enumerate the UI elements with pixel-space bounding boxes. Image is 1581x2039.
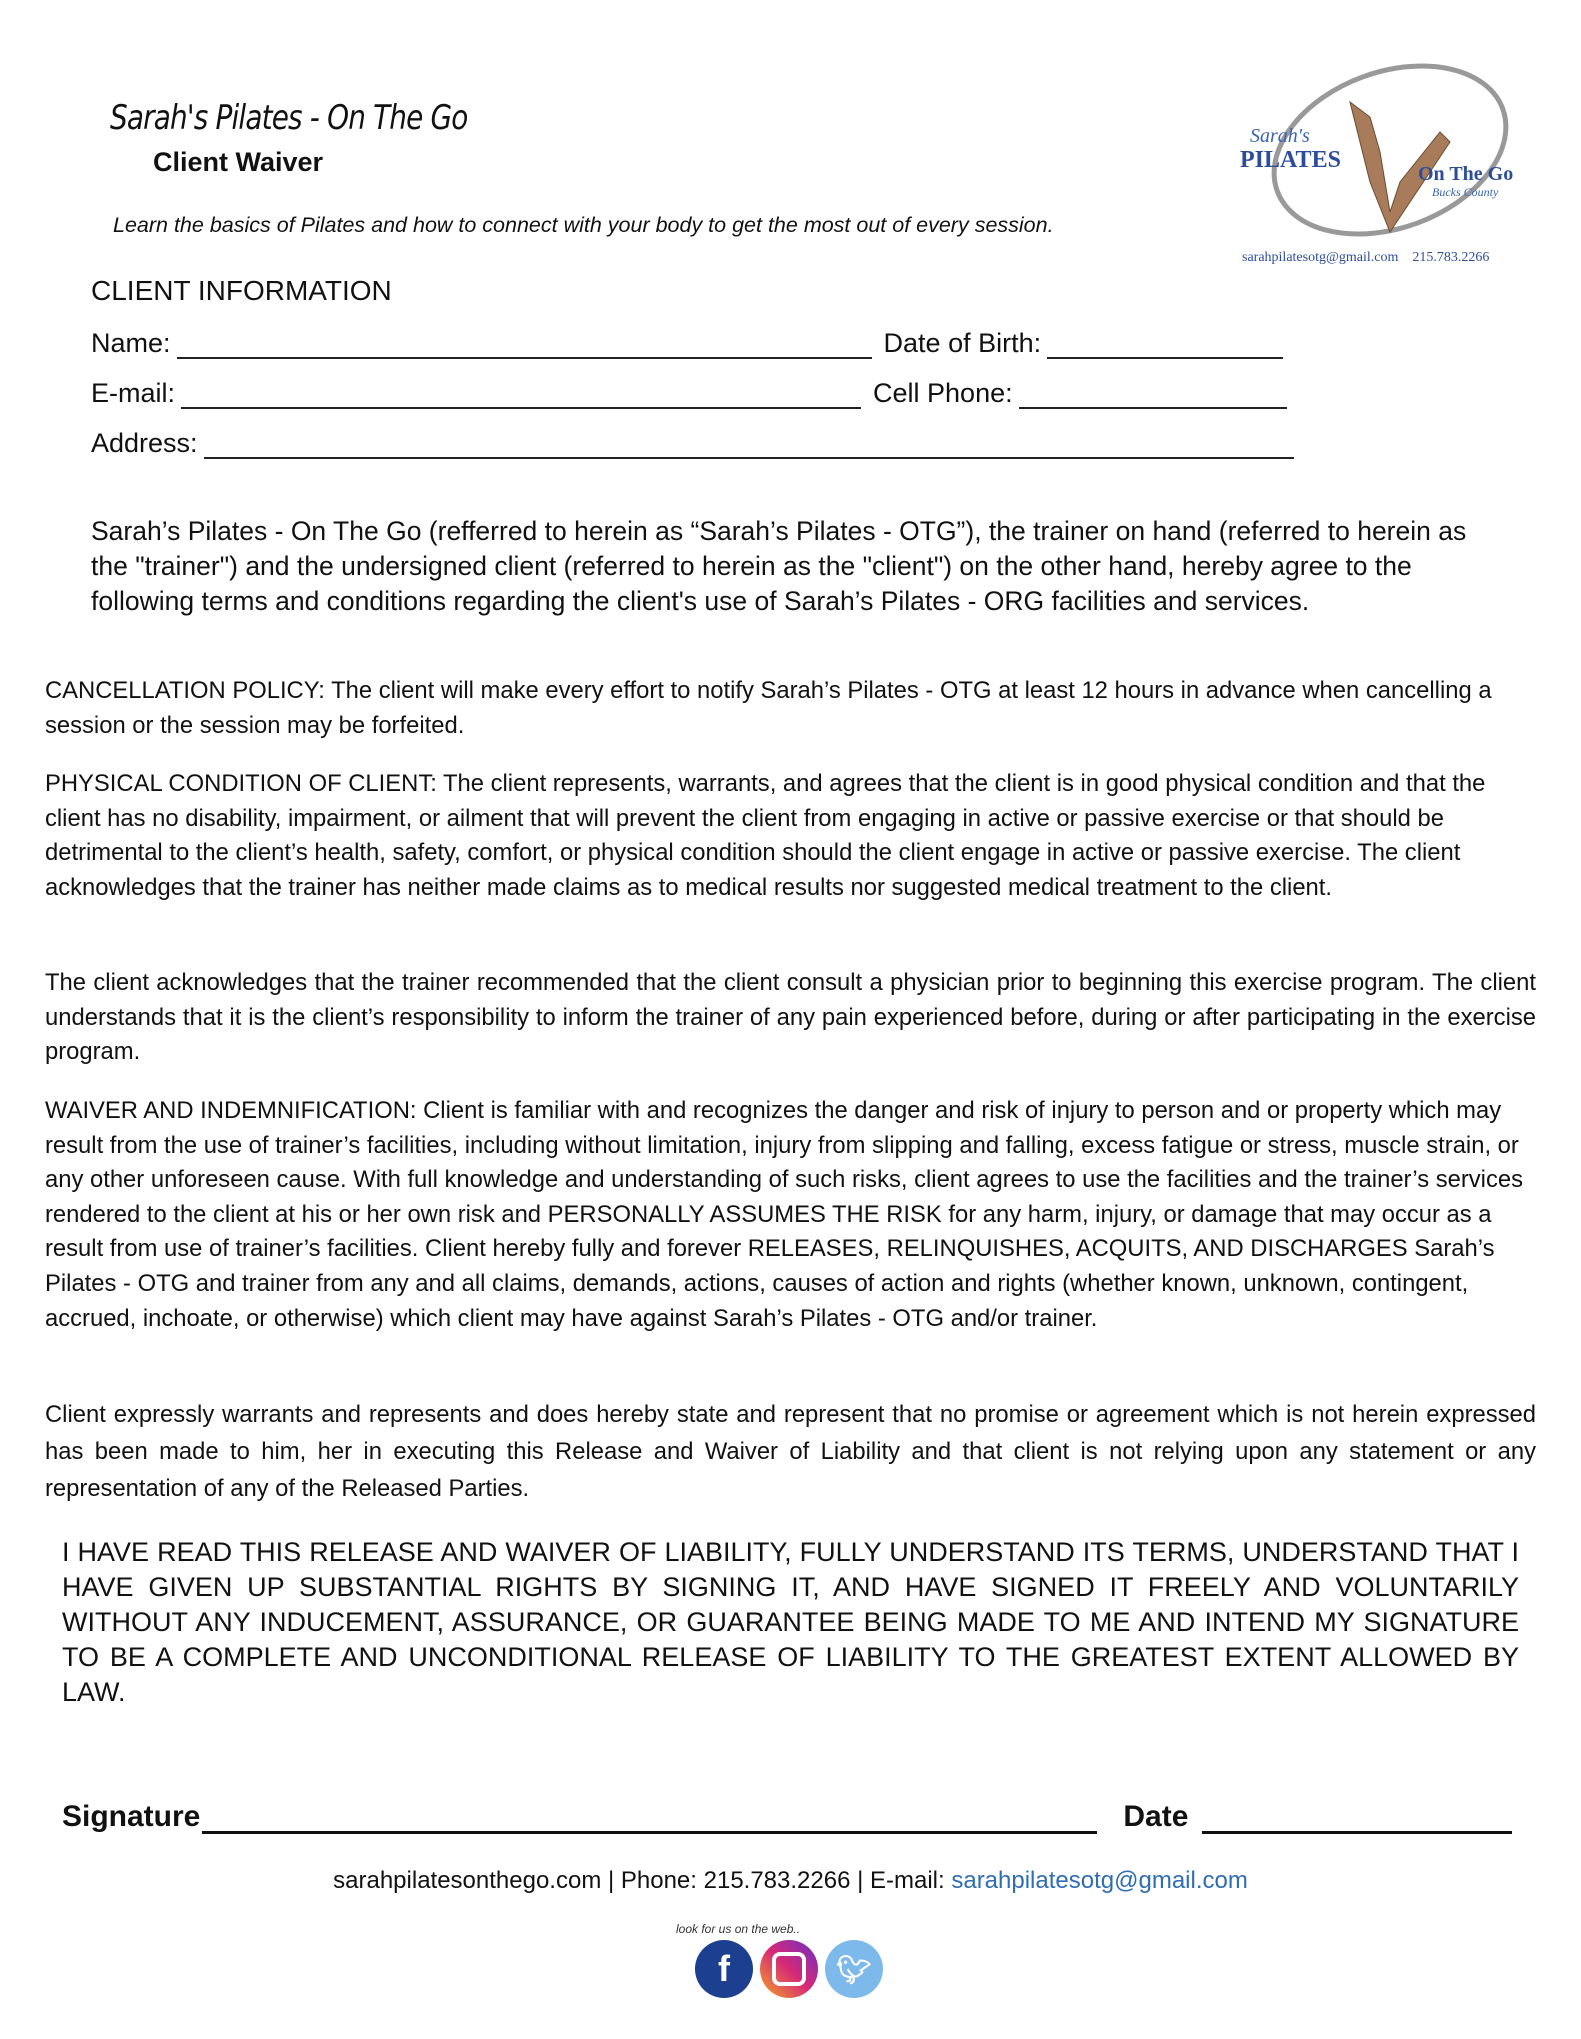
section-heading: CLIENT INFORMATION [91, 275, 392, 306]
name-field[interactable] [177, 331, 872, 359]
intro-paragraph: Sarah’s Pilates - On The Go (refferred to herein as “Sarah’s Pilates - OTG”), the trainer on hand (referred to herein as the "trainer") and the undersigned client (referred to herein as the "client") on the other hand, hereby agree to the following terms and conditions regarding the client's use of Sarah’s Pilates - ORG facilities and services. [91, 516, 1467, 616]
footer-email-link[interactable]: sarahpilatesotg@gmail.com [951, 1867, 1248, 1894]
brand-name: Sarah's Pilates - On The Go [110, 98, 468, 138]
address-row [91, 428, 1306, 459]
physician-paragraph: The client acknowledges that the trainer recommended that the client consult a physician prior to beginning this exercise program. The client understands that it is the client’s responsibility to inform the trainer of any pain experienced before, during or after participating in the exercise program. [45, 969, 1536, 1066]
svg-text:PILATES: PILATES [1240, 147, 1341, 173]
dob-field[interactable] [1047, 331, 1283, 359]
footer-contact [0, 1867, 1581, 1895]
dob-label: Date of Birth: [883, 328, 1042, 358]
footer-text: sarahpilatesonthego.com | Phone: 215.783.2266 | E-mail: [333, 1867, 952, 1894]
phone-field[interactable] [1019, 381, 1287, 409]
cancellation-policy: CANCELLATION POLICY: The client will make every effort to notify Sarah’s Pilates - OTG at least 12 hours in advance when cancelling a session or the session may be forfeited. [45, 677, 1492, 739]
tagline: Learn the basics of Pilates and how to connect with your body to get the most out of every session. [113, 213, 1054, 237]
svg-text:Bucks County: Bucks County [1432, 185, 1499, 199]
date-field[interactable] [1202, 1805, 1512, 1834]
signature-field[interactable] [202, 1805, 1097, 1834]
physical-condition: PHYSICAL CONDITION OF CLIENT: The client represents, warrants, and agrees that the client is in good physical condition and that the client has no disability, impairment, or ailment that will prevent the client from engaging in active or passive exercise or that should be detrimental to the client’s health, safety, comfort, or physical condition should the client engage in active or passive exercise. The client acknowledges that the trainer has neither made claims as to medical results nor suggested medical treatment to the client. [45, 770, 1486, 901]
waiver-indemnification: WAIVER AND INDEMNIFICATION: Client is familiar with and recognizes the danger and risk of injury to person and or property which may result from the use of trainer’s facilities, including without limitation, injury from slipping and falling, excess fatigue or stress, muscle strain, or any other unforeseen cause. With full knowledge and understanding of such risks, client agrees to use the facilities and the trainer’s services rendered to the client at his or her own risk and PERSONALLY ASSUMES THE RISK for any harm, injury, or damage that may occur as a result from use of trainer’s facilities. Client hereby fully and forever RELEASES, RELINQUISHES, ACQUITS, AND DISCHARGES Sarah’s Pilates - OTG and trainer from any and all claims, demands, actions, causes of action and rights (whether known, unknown, contingent, accrued, inchoate, or otherwise) which client may have against Sarah’s Pilates - OTG and/or trainer. [45, 1097, 1523, 1332]
company-logo [1240, 62, 1530, 272]
name-label: Name: [91, 328, 171, 358]
page-title: Client Waiver [153, 147, 324, 177]
date-label: Date [1123, 1800, 1189, 1833]
acknowledgement: I HAVE READ THIS RELEASE AND WAIVER OF LIABILITY, FULLY UNDERSTAND ITS TERMS, UNDERSTAND THAT I HAVE GIVEN UP SUBSTANTIAL RIGHTS BY SIGNING IT, AND HAVE SIGNED IT FREELY AND VOLUNTARILY WITHOUT ANY INDUCEMENT, ASSURANCE, OR GUARANTEE BEING MADE TO ME AND INTEND MY SIGNATURE TO BE A COMPLETE AND UNCONDITIONAL RELEASE OF LIABILITY TO THE GREATEST EXTENT ALLOWED BY LAW. [62, 1537, 1519, 1707]
email-label: E-mail: [91, 378, 176, 408]
svg-text:Sarah's: Sarah's [1250, 125, 1310, 147]
signature-label: Signature [62, 1800, 201, 1833]
email-field[interactable] [181, 381, 861, 409]
address-label: Address: [91, 428, 198, 458]
signature-row [62, 1800, 1512, 1834]
instagram-icon[interactable] [760, 1940, 818, 1998]
facebook-icon[interactable]: f [695, 1940, 753, 1998]
phone-label: Cell Phone: [873, 378, 1013, 408]
express-warranty: Client expressly warrants and represents and does hereby state and represent that no promise or agreement which is not herein expressed has been made to him, her in executing this Release and Waiver of Liability and that client is not relying upon any statement or any representation of any of the Released Parties. [45, 1401, 1536, 1502]
email-row [91, 378, 1299, 409]
social-label: look for us on the web.. [676, 1922, 801, 1936]
svg-text:On The Go: On The Go [1418, 163, 1514, 185]
logo-contact: sarahpilatesotg@gmail.com 215.783.2266 [1242, 250, 1490, 265]
name-row [91, 328, 1295, 359]
twitter-icon[interactable]: 🐦︎ [825, 1940, 883, 1998]
address-field[interactable] [204, 431, 1294, 459]
